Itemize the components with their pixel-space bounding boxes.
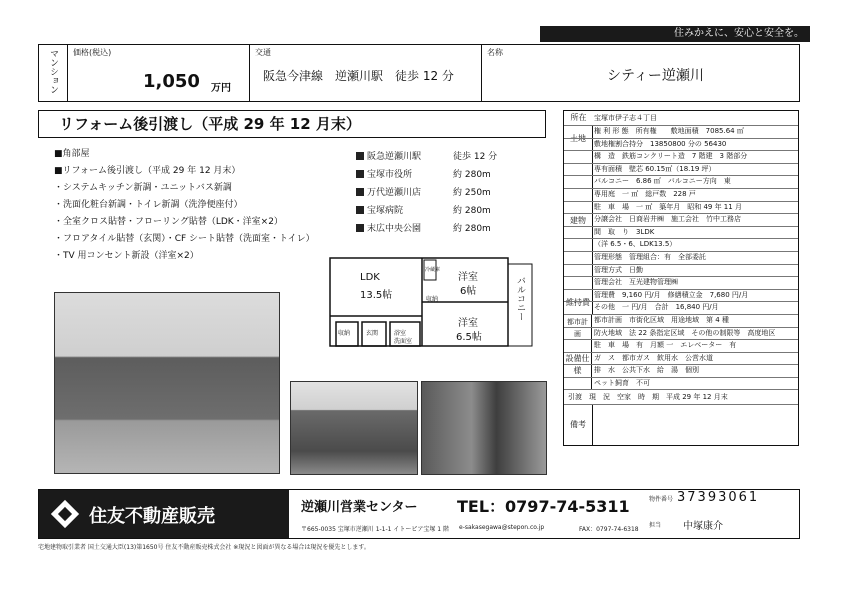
property-name: シティー逆瀬川 <box>607 68 704 84</box>
facility-row: 排 水 公共下水 給 湯 個別 <box>564 365 798 378</box>
nearby-item: 末広中央公園 約 280m <box>356 220 536 238</box>
price-unit: 万円 <box>211 83 231 94</box>
building-row: 専有面積 壁芯 60.15㎡（18.19 坪） <box>564 164 798 177</box>
nearby-item: 宝塚病院 約 280m <box>356 202 536 220</box>
building-row: 分譲会社 日商岩井㈱ 施工会社 竹中工務店 <box>564 214 798 227</box>
cost-row: 管理費 9,160 円/月 修繕積立金 7,680 円/月 <box>564 290 798 303</box>
building-row: 間 取 り 3LDK <box>564 227 798 240</box>
facility-row: ペット飼育 不可 <box>564 378 798 391</box>
floor-plan <box>326 254 536 376</box>
building-row: 管理形態 管理組合：有 全部委託 <box>564 252 798 265</box>
detail-panel <box>563 110 799 446</box>
building-section: 建物 構 造 鉄筋コンクリート造 7 階建 3 階部分 専有面積 壁芯 60.15㎡（18.19 坪） バルコニー 6.86 ㎡ バルコニー方向 東 専用庭 一 ㎡ 総戸数 228 戸 駐 車 場 一 ㎡ 築年月 昭和 49 年 11 月 分譲会社 日商岩井㈱ 施工会社 竹中工務店 間 取 り 3LDK （洋 6.5・6、LDK13.5） 管理形態 管理組合：有 全部委託 管理方式 日勤 管理会社 互光建物管理㈱ <box>564 151 798 290</box>
building-row: 管理会社 互光建物管理㈱ <box>564 277 798 290</box>
fridge-label: 冷蔵庫 <box>425 267 441 273</box>
building-row: 専用庭 一 ㎡ 総戸数 228 戸 <box>564 189 798 202</box>
top-band: 住みかえに、安心と安全を。 <box>540 26 810 42</box>
nearby-item: 宝塚市役所 約 280m <box>356 166 536 184</box>
feature-item: ・システムキッチン新調・ユニットバス新調 <box>54 183 232 193</box>
feature-item: ■角部屋 <box>54 149 90 159</box>
room2-label: 洋室 <box>458 318 478 329</box>
staff-label: 担当 <box>649 522 662 529</box>
room2-size: 6.5帖 <box>456 332 482 343</box>
category-cell <box>39 45 68 101</box>
price-cell <box>67 45 250 101</box>
remarks-section: 備考 <box>564 405 798 445</box>
storage2-label: 収納 <box>426 296 439 303</box>
bullet-icon <box>356 152 364 160</box>
footer <box>38 489 800 539</box>
nearby-item: 阪急逆瀬川駅 徒歩 12 分 <box>356 148 536 166</box>
company-emblem-icon <box>49 498 81 530</box>
building-row: 構 造 鉄筋コンクリート造 7 階建 3 階部分 <box>564 151 798 164</box>
building-row: （洋 6.5・6、LDK13.5） <box>564 239 798 252</box>
land-section: 土地 権 利 形 態 所有権 敷地面積 7085.64 ㎡ 敷地権割合持分 13850800 分の 56430 <box>564 126 798 151</box>
room1-label: 洋室 <box>458 272 478 283</box>
urban-row: 防火地域 法 22 条指定区域 その他の制限等 高度地区 <box>564 328 798 341</box>
ref-label: 物件番号 <box>649 496 674 503</box>
facility-section: 設備仕様 駐 車 場 有 月額 一 エレベーター 有 ガ ス 都市ガス 飲用水 公営水道 排 水 公共下水 給 湯 個別 ペット飼育 不可 <box>564 340 798 390</box>
entrance-label: 玄関 <box>366 330 379 337</box>
transit-cell <box>249 45 482 101</box>
nearby-list <box>356 148 536 238</box>
bullet-icon <box>356 188 364 196</box>
feature-item: ■リフォーム後引渡し（平成 29 年 12 月末） <box>54 166 241 176</box>
header <box>38 44 800 102</box>
building-row: バルコニー 6.86 ㎡ バルコニー方向 東 <box>564 176 798 189</box>
name-cell <box>481 45 799 101</box>
company-logo <box>39 490 289 538</box>
category: マンション <box>48 49 58 94</box>
phone-number[interactable]: TEL：0797-74-5311 <box>457 497 630 516</box>
legal-notice: 宅地建物取引業者 国土交通大臣(13)第1650号 住友不動産販売株式会社 ※現況と図面が異なる場合は現況を優先とします。 <box>38 544 370 551</box>
facility-row: 駐 車 場 有 月額 一 エレベーター 有 <box>564 340 798 353</box>
ldk-label: LDK <box>360 272 380 283</box>
headline: リフォーム後引渡し（平成 29 年 12 月末） <box>38 110 546 138</box>
office-name: 逆瀬川営業センター <box>301 500 418 515</box>
cost-row: その他 一 円/月 合計 16,840 円/月 <box>564 302 798 315</box>
bath-label: 浴室 <box>394 330 407 337</box>
fax-number: FAX：0797-74-6318 <box>579 526 639 533</box>
delivery-row: 引渡 現 況 空家 時 期 平成 29 年 12 月末 <box>564 390 798 405</box>
transit: 阪急今津線 逆瀬川駅 徒歩 12 分 <box>263 69 454 83</box>
building-row: 管理方式 日勤 <box>564 265 798 278</box>
reference-number: 37393061 <box>677 490 760 505</box>
facility-row: ガ ス 都市ガス 飲用水 公営水道 <box>564 353 798 366</box>
building-photo <box>54 292 280 474</box>
land-row: 権 利 形 態 所有権 敷地面積 7085.64 ㎡ <box>564 126 798 139</box>
nearby-item: 万代逆瀬川店 約 250m <box>356 184 536 202</box>
cost-section: 維持費 管理費 9,160 円/月 修繕積立金 7,680 円/月 その他 一 円/月 合計 16,840 円/月 <box>564 290 798 315</box>
entrance-photo <box>421 381 547 475</box>
bullet-icon <box>356 224 364 232</box>
ldk-size: 13.5帖 <box>360 290 393 301</box>
land-row: 敷地権割合持分 13850800 分の 56430 <box>564 139 798 152</box>
feature-item: ・フロアタイル貼替（玄関）・CF シート貼替（洗面室・トイレ） <box>54 234 315 244</box>
company-name: 住友不動産販売 <box>89 506 215 527</box>
email[interactable]: e-sakasegawa@stepon.co.jp <box>459 524 545 531</box>
feature-item: ・洗面化粧台新調・トイレ新調（洗浄便座付） <box>54 200 243 210</box>
room1-size: 6帖 <box>460 286 477 297</box>
feature-list <box>54 146 354 265</box>
street-photo <box>290 381 418 475</box>
bullet-icon <box>356 206 364 214</box>
feature-item: ・全室クロス貼替・フローリング貼替（LDK・洋室×2） <box>54 217 283 227</box>
location-row: 所在 宝塚市伊子志４丁目 <box>564 111 798 126</box>
staff-name: 中塚康介 <box>683 521 723 532</box>
feature-item: ・TV 用コンセント新設（洋室×2） <box>54 251 199 261</box>
urban-row: 都市計画 市街化区域 用途地域 第 4 種 <box>564 315 798 328</box>
transit-label: 交通 <box>255 48 271 57</box>
office-address: 〒665-0035 宝塚市逆瀬川 1-1-1 イトーピア宝塚 1 階 <box>301 526 450 533</box>
bullet-icon <box>356 170 364 178</box>
building-row: 駐 車 場 一 ㎡ 築年月 昭和 49 年 11 月 <box>564 202 798 215</box>
price: 1,050 <box>143 71 200 92</box>
name-label: 名称 <box>487 48 503 57</box>
balcony-label: バルコニー <box>515 276 525 321</box>
storage-label: 収納 <box>338 330 351 337</box>
price-label: 価格(税込) <box>73 48 112 57</box>
washroom-label: 洗面室 <box>394 338 413 345</box>
urban-section: 都市計画 都市計画 市街化区域 用途地域 第 4 種 防火地域 法 22 条指定区域 その他の制限等 高度地区 <box>564 315 798 340</box>
